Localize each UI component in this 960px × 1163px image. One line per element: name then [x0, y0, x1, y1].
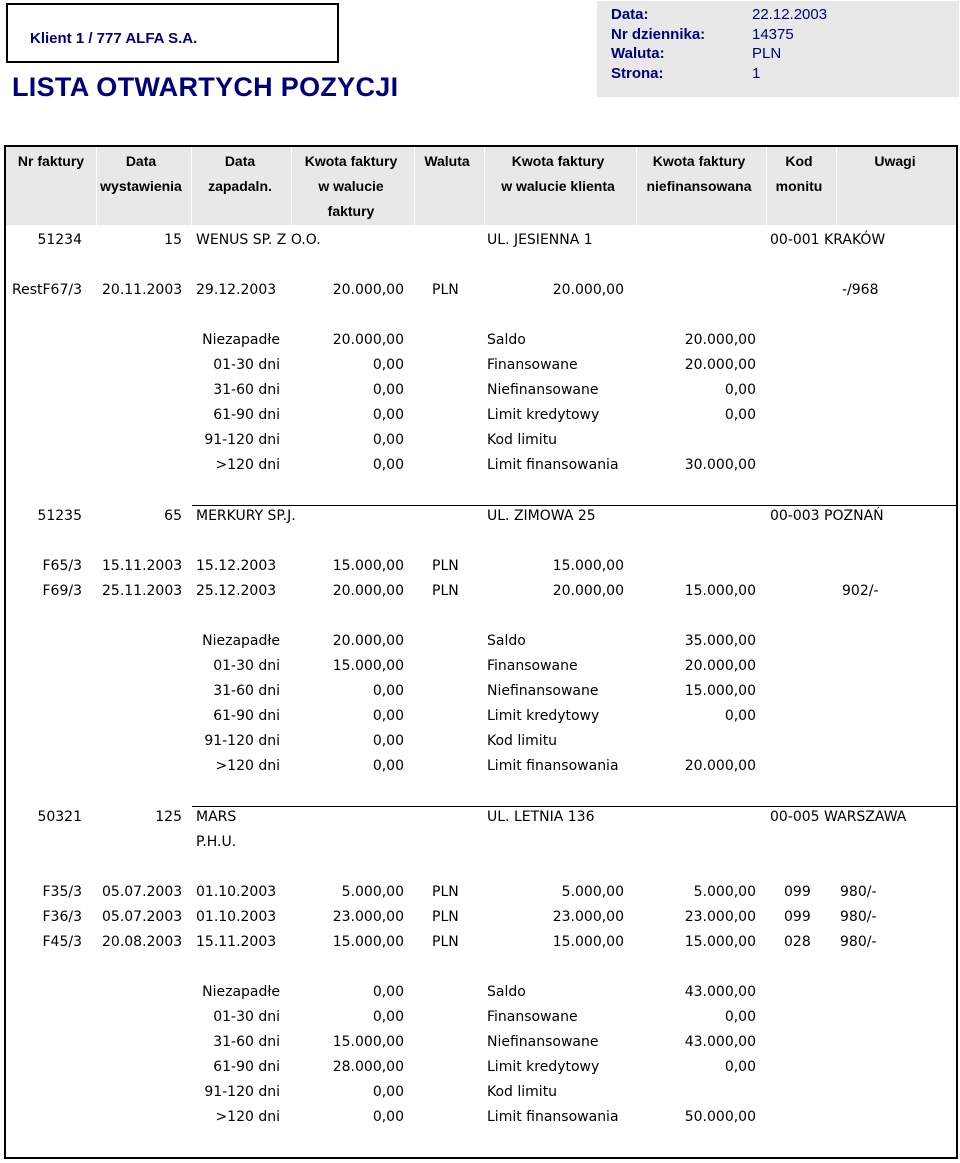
- invoice-number: F65/3: [42, 558, 82, 574]
- col-amount-3: faktury: [327, 203, 375, 219]
- client-city: 00-003 POZNAŃ: [770, 508, 884, 524]
- client-street: UL. ZIMOWA 25: [487, 508, 596, 524]
- invoice-currency: PLN: [432, 583, 459, 599]
- aging-value: 15.000,00: [332, 1034, 404, 1050]
- aging-value: 0,00: [372, 382, 404, 398]
- invoice-amount: 20.000,00: [332, 583, 404, 599]
- invoice-currency: PLN: [432, 909, 459, 925]
- summary-value: 43.000,00: [684, 984, 756, 1000]
- meta-journal-label: Nr dziennika:: [611, 26, 706, 43]
- meta-page-label: Strona:: [611, 65, 664, 82]
- client-company-name: MARS: [196, 809, 237, 825]
- aging-value: 0,00: [372, 708, 404, 724]
- aging-value: 0,00: [372, 407, 404, 423]
- aging-value: 0,00: [372, 683, 404, 699]
- summary-value: 20.000,00: [684, 357, 756, 373]
- invoice-number: F69/3: [42, 583, 82, 599]
- invoice-notes: -/968: [842, 282, 879, 298]
- report-title: LISTA OTWARTYCH POZYCJI: [12, 72, 399, 102]
- invoice-number: F45/3: [42, 934, 82, 950]
- col-reminder-code: Kod: [785, 153, 813, 169]
- invoice-notes: 980/-: [840, 934, 877, 950]
- summary-value: 0,00: [724, 382, 756, 398]
- invoice-amount: 20.000,00: [332, 282, 404, 298]
- summary-label: Kod limitu: [487, 1084, 558, 1100]
- invoice-due-date: 15.11.2003: [196, 934, 277, 950]
- invoice-reminder-code: 099: [784, 909, 811, 925]
- invoice-number: RestF67/3: [12, 282, 82, 298]
- invoice-client-amount: 20.000,00: [552, 282, 624, 298]
- aging-label: 91-120 dni: [204, 733, 280, 749]
- meta-currency-label: Waluta:: [611, 45, 665, 62]
- col-due-date-2: zapadaln.: [208, 178, 272, 194]
- invoice-issue-date: 25.11.2003: [102, 583, 183, 599]
- aging-label: 31-60 dni: [213, 683, 280, 699]
- summary-value: 0,00: [724, 708, 756, 724]
- aging-label: 61-90 dni: [213, 1059, 280, 1075]
- client-company-name: MERKURY SP.J.: [196, 508, 296, 524]
- invoice-unfinanced-amount: 23.000,00: [684, 909, 756, 925]
- invoice-due-date: 01.10.2003: [196, 909, 277, 925]
- aging-label: Niezapadłe: [202, 633, 280, 649]
- aging-value: 0,00: [372, 758, 404, 774]
- summary-label: Saldo: [487, 633, 526, 649]
- aging-label: >120 dni: [215, 758, 280, 774]
- summary-value: 0,00: [724, 407, 756, 423]
- invoice-issue-date: 05.07.2003: [102, 909, 183, 925]
- summary-value: 0,00: [724, 1059, 756, 1075]
- aging-label: Niezapadłe: [202, 984, 280, 1000]
- aging-value: 20.000,00: [332, 332, 404, 348]
- col-invoice-no: Nr faktury: [17, 153, 85, 169]
- invoice-amount: 23.000,00: [332, 909, 404, 925]
- invoice-client-amount: 5.000,00: [561, 884, 624, 900]
- aging-value: 15.000,00: [332, 658, 404, 674]
- summary-label: Limit kredytowy: [487, 407, 600, 423]
- invoice-notes: 980/-: [840, 909, 877, 925]
- aging-label: 01-30 dni: [213, 1009, 280, 1025]
- invoice-currency: PLN: [432, 934, 459, 950]
- client-street: UL. LETNIA 136: [487, 809, 595, 825]
- invoice-client-amount: 15.000,00: [552, 558, 624, 574]
- invoice-currency: PLN: [432, 558, 459, 574]
- summary-label: Kod limitu: [487, 432, 558, 448]
- invoice-issue-date: 20.08.2003: [102, 934, 183, 950]
- invoice-number: F36/3: [42, 909, 82, 925]
- summary-label: Limit kredytowy: [487, 708, 600, 724]
- col-unfinanced: Kwota faktury: [652, 153, 746, 169]
- summary-value: 30.000,00: [684, 457, 756, 473]
- invoice-unfinanced-amount: 15.000,00: [684, 934, 756, 950]
- client-company-name: WENUS SP. Z O.O.: [196, 232, 321, 248]
- summary-label: Niefinansowane: [487, 683, 599, 699]
- invoice-amount: 5.000,00: [341, 884, 404, 900]
- col-notes: Uwagi: [874, 153, 916, 169]
- summary-label: Kod limitu: [487, 733, 558, 749]
- aging-label: 61-90 dni: [213, 407, 280, 423]
- invoice-notes: 902/-: [842, 583, 879, 599]
- invoice-number: F35/3: [42, 884, 82, 900]
- summary-value: 20.000,00: [684, 758, 756, 774]
- aging-value: 20.000,00: [332, 633, 404, 649]
- invoice-currency: PLN: [432, 884, 459, 900]
- col-reminder-code-2: monitu: [775, 178, 823, 194]
- invoice-issue-date: 20.11.2003: [102, 282, 183, 298]
- col-client-amount: Kwota faktury: [511, 153, 605, 169]
- aging-value: 0,00: [372, 1084, 404, 1100]
- invoice-due-date: 15.12.2003: [196, 558, 277, 574]
- summary-value: 43.000,00: [684, 1034, 756, 1050]
- aging-value: 0,00: [372, 733, 404, 749]
- invoice-due-date: 25.12.2003: [196, 583, 277, 599]
- summary-label: Finansowane: [487, 1009, 578, 1025]
- meta-date-label: Data:: [611, 6, 649, 23]
- invoice-notes: 980/-: [840, 884, 877, 900]
- invoice-client-amount: 23.000,00: [552, 909, 624, 925]
- summary-value: 50.000,00: [684, 1109, 756, 1125]
- summary-value: 20.000,00: [684, 658, 756, 674]
- client-number: 50321: [37, 809, 82, 825]
- col-issue-date-2: wystawienia: [100, 178, 182, 194]
- invoice-unfinanced-amount: 5.000,00: [693, 884, 756, 900]
- aging-value: 0,00: [372, 1009, 404, 1025]
- summary-value: 0,00: [724, 1009, 756, 1025]
- meta-date-value: 22.12.2003: [752, 6, 828, 23]
- invoice-reminder-code: 099: [784, 884, 811, 900]
- client-id: 65: [164, 508, 182, 524]
- invoice-amount: 15.000,00: [332, 934, 404, 950]
- summary-label: Niefinansowane: [487, 1034, 599, 1050]
- col-issue-date: Data: [125, 153, 157, 169]
- summary-label: Saldo: [487, 984, 526, 1000]
- client-name: Klient 1 / 777 ALFA S.A.: [30, 30, 198, 47]
- aging-label: 91-120 dni: [204, 432, 280, 448]
- summary-value: 15.000,00: [684, 683, 756, 699]
- aging-label: Niezapadłe: [202, 332, 280, 348]
- col-amount: Kwota faktury: [304, 153, 398, 169]
- summary-label: Saldo: [487, 332, 526, 348]
- summary-value: 20.000,00: [684, 332, 756, 348]
- aging-label: 31-60 dni: [213, 1034, 280, 1050]
- aging-label: >120 dni: [215, 457, 280, 473]
- aging-label: 31-60 dni: [213, 382, 280, 398]
- aging-label: 01-30 dni: [213, 357, 280, 373]
- client-number: 51235: [37, 508, 82, 524]
- summary-label: Limit finansowania: [487, 457, 619, 473]
- col-unfinanced-2: niefinansowana: [646, 178, 752, 194]
- col-client-amount-2: w walucie klienta: [501, 178, 615, 194]
- invoice-due-date: 01.10.2003: [196, 884, 277, 900]
- invoice-unfinanced-amount: 15.000,00: [684, 583, 756, 599]
- summary-label: Limit finansowania: [487, 758, 619, 774]
- aging-value: 0,00: [372, 357, 404, 373]
- invoice-issue-date: 05.07.2003: [102, 884, 183, 900]
- client-id: 125: [155, 809, 182, 825]
- aging-value: 28.000,00: [332, 1059, 404, 1075]
- summary-label: Limit kredytowy: [487, 1059, 600, 1075]
- client-id: 15: [164, 232, 182, 248]
- client-separator: [192, 806, 956, 807]
- aging-label: 91-120 dni: [204, 1084, 280, 1100]
- aging-label: 01-30 dni: [213, 658, 280, 674]
- invoice-reminder-code: 028: [784, 934, 811, 950]
- client-street: UL. JESIENNA 1: [487, 232, 593, 248]
- summary-label: Finansowane: [487, 357, 578, 373]
- meta-page-value: 1: [752, 65, 761, 82]
- aging-label: 61-90 dni: [213, 708, 280, 724]
- invoice-client-amount: 15.000,00: [552, 934, 624, 950]
- aging-value: 0,00: [372, 432, 404, 448]
- col-amount-2: w walucie: [318, 178, 384, 194]
- summary-label: Limit finansowania: [487, 1109, 619, 1125]
- summary-label: Finansowane: [487, 658, 578, 674]
- client-company-name-2: P.H.U.: [196, 834, 237, 850]
- aging-value: 0,00: [372, 984, 404, 1000]
- client-number: 51234: [37, 232, 82, 248]
- client-city: 00-005 WARSZAWA: [770, 809, 907, 825]
- aging-value: 0,00: [372, 457, 404, 473]
- summary-value: 35.000,00: [684, 633, 756, 649]
- col-due-date: Data: [224, 153, 256, 169]
- col-currency: Waluta: [424, 153, 470, 169]
- invoice-issue-date: 15.11.2003: [102, 558, 183, 574]
- invoice-client-amount: 20.000,00: [552, 583, 624, 599]
- aging-label: >120 dni: [215, 1109, 280, 1125]
- meta-currency-value: PLN: [752, 45, 782, 62]
- invoice-amount: 15.000,00: [332, 558, 404, 574]
- client-city: 00-001 KRAKÓW: [770, 232, 886, 248]
- aging-value: 0,00: [372, 1109, 404, 1125]
- invoice-due-date: 29.12.2003: [196, 282, 277, 298]
- summary-label: Niefinansowane: [487, 382, 599, 398]
- invoice-currency: PLN: [432, 282, 459, 298]
- client-separator: [192, 505, 956, 506]
- meta-journal-value: 14375: [752, 26, 794, 43]
